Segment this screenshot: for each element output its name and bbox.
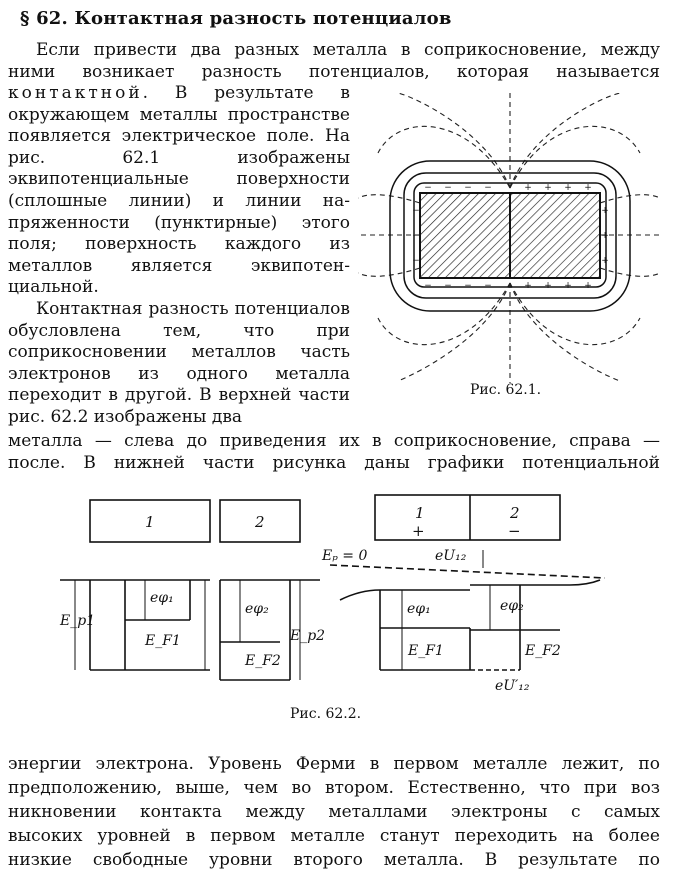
svg-text:+: + — [544, 183, 552, 193]
intro-line-2: ними возникает разность потенциалов, которая называется — [8, 61, 660, 82]
label-ef2: E_F2 — [245, 653, 281, 669]
svg-text:+: + — [601, 256, 609, 266]
label-ef2-right: E_F2 — [525, 643, 561, 659]
label-ephi1: eφ₁ — [150, 590, 174, 606]
svg-text:+: + — [524, 281, 532, 291]
intro-line-1: Если привести два разных металла в соприкосновение, между — [36, 40, 660, 60]
svg-text:−: − — [412, 206, 420, 216]
label-ephi2: eφ₂ — [245, 601, 269, 617]
label-metal-2-before: 2 — [255, 513, 265, 531]
svg-text:−: − — [412, 256, 420, 266]
svg-text:−: − — [444, 281, 452, 291]
label-ep1: E_p1 — [60, 613, 96, 629]
svg-text:−: − — [484, 183, 492, 193]
label-minus: − — [508, 522, 521, 540]
figure-62-1-caption: Рис. 62.1. — [470, 382, 542, 398]
label-eu12: eU₁₂ — [435, 548, 467, 564]
svg-text:−: − — [464, 183, 472, 193]
svg-text:−: − — [424, 281, 432, 291]
svg-text:+: + — [524, 183, 532, 193]
bottom-line-5: низкие свободные уровни второго металла. В результате по — [8, 850, 660, 870]
left-column-text — [8, 83, 350, 429]
intro-paragraph — [8, 40, 660, 83]
svg-text:+: + — [601, 206, 609, 216]
metal-pair-box-after — [375, 495, 560, 540]
svg-text:+: + — [544, 281, 552, 291]
paragraph-contact-field-rest: . В результате в окружающем металлы пространстве появляется электрическое поле. На рис. 62.1 изображены эквипотенциальные поверхности (сплошные линии) и линии напряженности (пунктирные) этого поля; поверхность каждого из металлов является эквипотенциальной. — [8, 83, 350, 298]
label-ef1: E_F1 — [145, 633, 181, 649]
full-line-1: металла — слева до приведения их в соприкосновение, справа — — [8, 431, 660, 451]
label-ep-zero: Eₚ = 0 — [322, 548, 368, 564]
full-width-lines — [8, 431, 660, 474]
svg-text:−: − — [484, 281, 492, 291]
svg-text:+: + — [584, 281, 592, 291]
svg-text:−: − — [412, 231, 420, 241]
label-metal-1-after: 1 — [415, 504, 425, 522]
svg-text:−: − — [464, 281, 472, 291]
svg-text:+: + — [564, 183, 572, 193]
full-line-2: после. В нижней части рисунка даны графики потенциальной — [8, 452, 660, 473]
section-title: § 62. Контактная разность потенциалов — [20, 8, 452, 29]
svg-text:+: + — [564, 281, 572, 291]
label-ephi2-right: eφ₂ — [500, 598, 524, 614]
bottom-line-3: никновении контакта между металлами электроны с самых — [8, 802, 660, 822]
figure-62-2-caption: Рис. 62.2. — [290, 706, 362, 722]
bottom-line-1: энергии электрона. Уровень Ферми в первом металле лежит, по — [8, 754, 660, 774]
svg-text:+: + — [601, 231, 609, 241]
bottom-line-2: предположению, выше, чем во втором. Естественно, что при воз — [8, 778, 660, 798]
bottom-paragraph — [8, 752, 660, 872]
label-ep2: E_p2 — [290, 628, 326, 644]
label-plus: + — [412, 522, 425, 540]
figure-62-1 — [358, 93, 660, 383]
paragraph-contact-cause: Контактная разность потенциалов обусловлена тем, что при соприкосновении металлов часть электронов из одного металла переходит в другой. В верхней части рис. 62.2 изображены два — [8, 298, 350, 427]
label-metal-2-after: 2 — [510, 504, 520, 522]
label-metal-1-before: 1 — [145, 513, 155, 531]
svg-text:−: − — [424, 183, 432, 193]
term-contact: контактной — [8, 83, 143, 103]
label-ephi1-right: eφ₁ — [407, 601, 431, 617]
svg-text:+: + — [584, 183, 592, 193]
label-ef1-right: E_F1 — [408, 643, 444, 659]
figure-62-2 — [30, 490, 630, 700]
label-eu12-prime: eU′₁₂ — [495, 678, 530, 694]
bottom-line-4: высоких уровней в первом металле станут переходить на более — [8, 826, 660, 846]
paragraph-contact-field — [8, 83, 350, 299]
svg-text:−: − — [444, 183, 452, 193]
